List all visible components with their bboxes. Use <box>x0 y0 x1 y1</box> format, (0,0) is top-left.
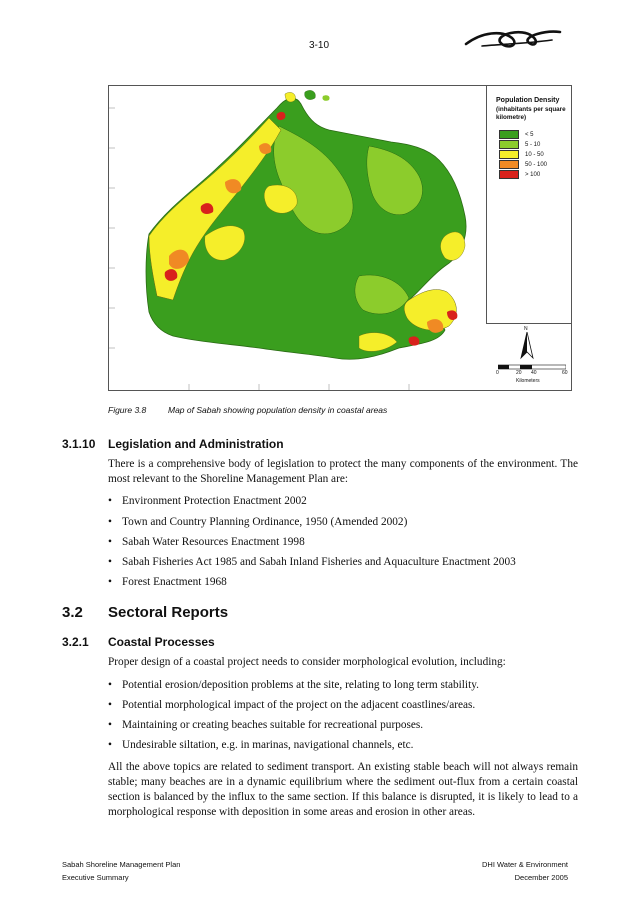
figure-caption: Map of Sabah showing population density in coastal areas <box>168 405 388 415</box>
list-item: • Town and Country Planning Ordinance, 1950 (Amended 2002) <box>108 516 408 528</box>
footer-left-1: Sabah Shoreline Management Plan <box>62 860 181 869</box>
legend-title: Population Density <box>496 97 560 104</box>
list-item: • Sabah Fisheries Act 1985 and Sabah Inland Fisheries and Aquaculture Enactment 2003 <box>108 556 516 568</box>
scale-unit: Kilometers <box>516 378 540 384</box>
legend-swatch <box>499 130 519 139</box>
legend-item: > 100 <box>499 170 540 179</box>
section-number: 3.2 <box>62 604 83 621</box>
legend-item: 50 - 100 <box>499 160 547 169</box>
list-item: • Undesirable siltation, e.g. in marinas, navigational channels, etc. <box>108 739 414 751</box>
list-item: • Maintaining or creating beaches suitable for recreational purposes. <box>108 719 424 731</box>
legend-swatch <box>499 140 519 149</box>
footer-right-2: December 2005 <box>514 873 568 882</box>
north-arrow-icon <box>520 332 534 360</box>
section-title: Legislation and Administration <box>108 437 284 451</box>
list-item: • Forest Enactment 1968 <box>108 576 227 588</box>
section-intro: Proper design of a coastal project needs to consider morphological evolution, including: <box>108 656 506 668</box>
footer-left-2: Executive Summary <box>62 873 129 882</box>
legend-item: < 5 <box>499 130 534 139</box>
list-item: • Environment Protection Enactment 2002 <box>108 495 307 507</box>
section-number: 3.1.10 <box>62 437 96 451</box>
section-title: Sectoral Reports <box>108 604 229 621</box>
page-number: 3-10 <box>308 40 329 51</box>
legend-item: 10 - 50 <box>499 150 544 159</box>
dhi-logo <box>462 24 562 54</box>
section-number: 3.2.1 <box>62 635 89 649</box>
legend-item: 5 - 10 <box>499 140 540 149</box>
legend-swatch <box>499 160 519 169</box>
scale-ticks: 0 20 40 60 <box>496 370 568 376</box>
list-item: • Sabah Water Resources Enactment 1998 <box>108 536 305 548</box>
figure-number: Figure 3.8 <box>108 405 147 415</box>
legend-swatch <box>499 150 519 159</box>
list-item: • Potential morphological impact of the project on the adjacent coastlines/areas. <box>108 699 476 711</box>
section-title: Coastal Processes <box>108 635 215 649</box>
list-item: • Potential erosion/deposition problems at the site, relating to long term stability. <box>108 679 479 691</box>
section-intro: There is a comprehensive body of legislation to protect the many components of the environment. The most relevant to the Shoreline Management Plan are: <box>108 458 578 485</box>
section-closing: All the above topics are related to sediment transport. An existing stable beach will not always remain stable; many beaches are in a dynamic equilibrium where the sediment out-flux from a certain coastal section is balanced by the influx to the same section. If this balance is disrupted, it is likely to lead to a morphological response with deposition in some areas and erosion in other areas. <box>108 761 578 818</box>
scale-bar-panel <box>486 324 571 391</box>
map-legend <box>486 86 571 324</box>
footer-right-1: DHI Water & Environment <box>482 860 568 869</box>
north-label: N <box>524 326 528 332</box>
legend-subtitle: (inhabitants per square kilometre) <box>496 106 566 121</box>
legend-swatch <box>499 170 519 179</box>
